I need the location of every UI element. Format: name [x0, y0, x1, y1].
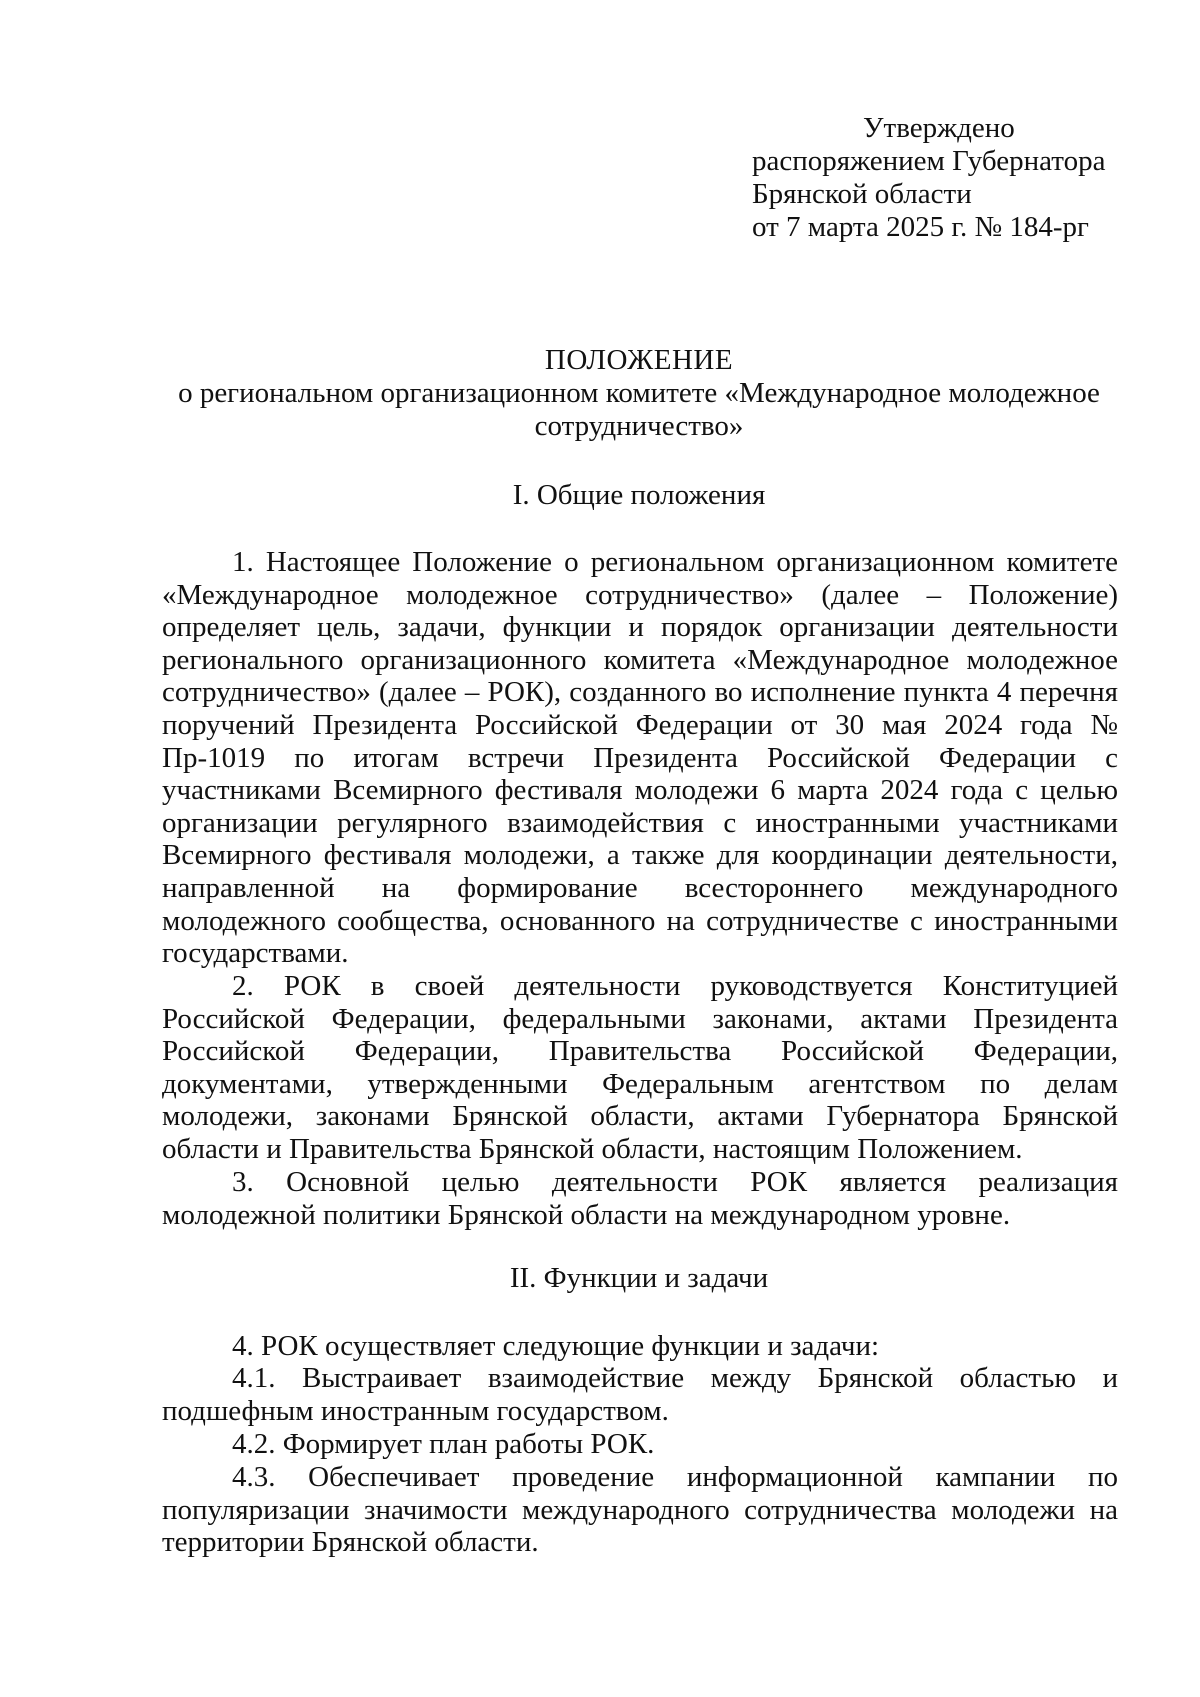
paragraph-4-3-text: 4.3. Обеспечивает проведение информационной кампании по популяризации значимости международного сотрудничества молодежи на территории Брянской области. — [162, 1461, 1118, 1559]
title-subtitle-line-2: сотрудничество» — [534, 410, 744, 442]
paragraph-1 — [162, 546, 1118, 970]
title-subtitle-line-1: о региональном организационном комитете «Международное молодежное — [178, 377, 1100, 409]
section-heading-general: I. Общие положения — [512, 479, 766, 511]
approval-stamp — [752, 112, 1105, 244]
document-title — [160, 344, 1118, 443]
paragraph-2 — [162, 970, 1118, 1166]
paragraph-3 — [162, 1166, 1118, 1231]
approval-line-region: Брянской области — [752, 178, 972, 210]
paragraph-4-2: 4.2. Формирует план работы РОК. — [232, 1428, 655, 1460]
title-main: ПОЛОЖЕНИЕ — [544, 344, 734, 376]
paragraph-1-text: 1. Настоящее Положение о региональном организационном комитете «Международное молодежное сотрудничество» (далее – Положение) определяет цель, задачи, функции и порядок организации деятельности регионального организационного комитета «Международное молодежное сотрудничество» (далее – РОК), созданного во исполнение пункта 4 перечня поручений Президента Российской Федерации от 30 мая 2024 года № Пр-1019 по итогам встречи Президента Российской Федерации с участниками Всемирного фестиваля молодежи 6 марта 2024 года с целью организации регулярного взаимодействия с иностранными участниками Всемирного фестиваля молодежи, а также для координации деятельности, направленной на формирование всестороннего международного молодежного сообщества, основанного на сотрудничестве с иностранными государствами. — [162, 546, 1118, 970]
paragraph-4: 4. РОК осуществляет следующие функции и задачи: — [232, 1330, 880, 1362]
paragraph-4-3 — [162, 1461, 1118, 1559]
approval-line-order: распоряжением Губернатора — [752, 145, 1106, 177]
section-heading-functions: II. Функции и задачи — [509, 1262, 769, 1294]
paragraph-4-1-text: 4.1. Выстраивает взаимодействие между Брянской областью и подшефным иностранным государством. — [162, 1362, 1118, 1427]
approval-line-date-number: от 7 марта 2025 г. № 184-рг — [752, 211, 1089, 243]
paragraph-4-1 — [162, 1362, 1118, 1427]
paragraph-3-text: 3. Основной целью деятельности РОК является реализация молодежной политики Брянской области на международном уровне. — [162, 1166, 1118, 1231]
approval-line-approved: Утверждено — [863, 112, 1015, 144]
paragraph-2-text: 2. РОК в своей деятельности руководствуется Конституцией Российской Федерации, федеральными законами, актами Президента Российской Федерации, Правительства Российской Федерации, документами, утвержденными Федеральным агентством по делам молодежи, законами Брянской области, актами Губернатора Брянской области и Правительства Брянской области, настоящим Положением. — [162, 970, 1118, 1165]
